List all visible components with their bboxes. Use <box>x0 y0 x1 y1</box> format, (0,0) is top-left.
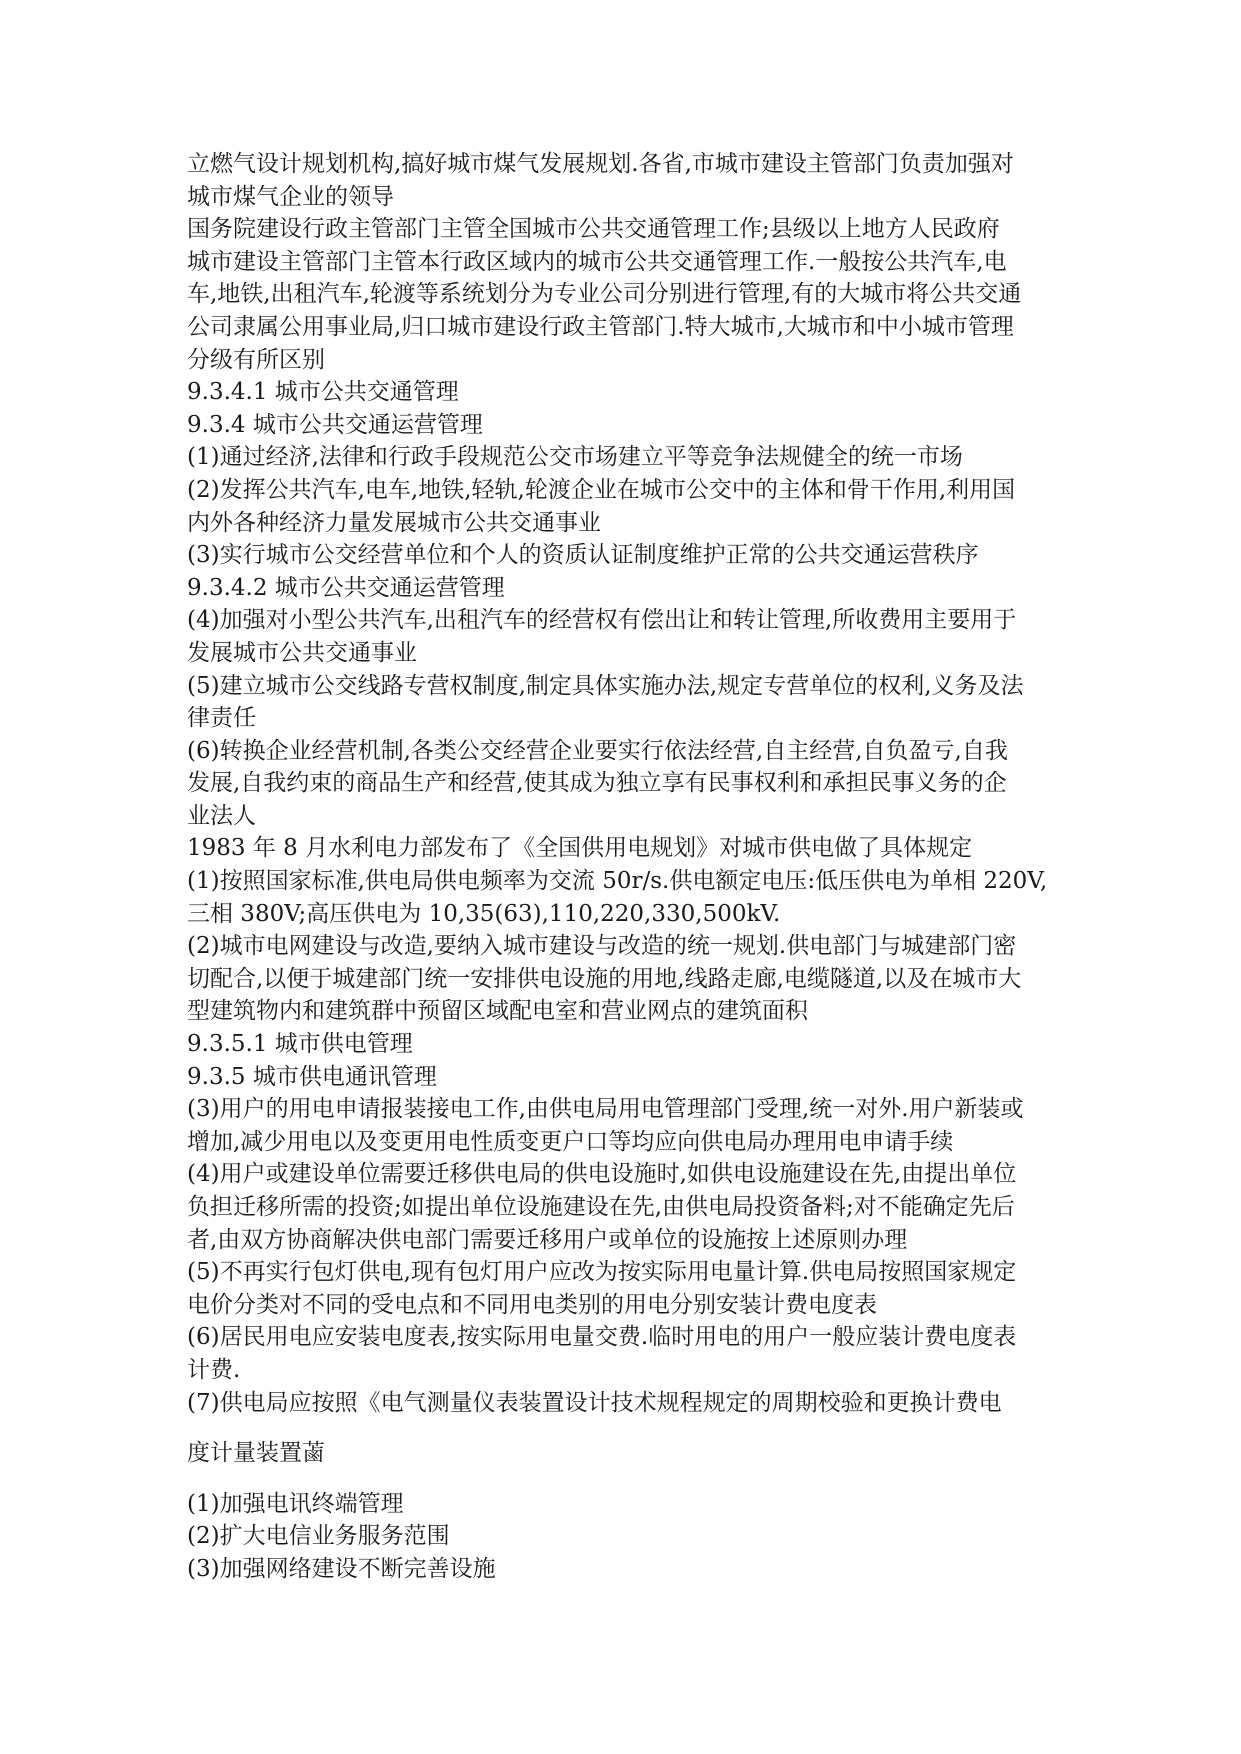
text-line: 型建筑物内和建筑群中预留区域配电室和营业网点的建筑面积 <box>187 998 808 1025</box>
text-line: (1)加强电讯终端管理 <box>187 1490 404 1517</box>
text-line: 电价分类对不同的受电点和不同用电类别的用电分别安装计费电度表 <box>187 1291 877 1318</box>
text-line: 城市建设主管部门主管本行政区域内的城市公共交通管理工作.一般按公共汽车,电 <box>187 248 1007 275</box>
text-line: 度计量装置蓾 <box>187 1440 325 1467</box>
text-line: 业法人 <box>187 802 256 829</box>
section-heading: 9.3.4 城市公共交通运营管理 <box>187 411 483 438</box>
text-line: (4)用户或建设单位需要迁移供电局的供电设施时,如供电设施建设在先,由提出单位 <box>187 1161 1017 1188</box>
text-line: 者,由双方协商解决供电部门需要迁移用户或单位的设施按上述原则办理 <box>187 1226 908 1253</box>
text-line: (7)供电局应按照《电气测量仪表装置设计技术规程规定的周期校验和更换计费电 <box>187 1389 1002 1416</box>
text-line: (3)加强网络建设不断完善设施 <box>187 1555 496 1582</box>
section-heading: 9.3.4.1 城市公共交通管理 <box>187 379 459 406</box>
text-line: 车,地铁,出租汽车,轮渡等系统划分为专业公司分别进行管理,有的大城市将公共交通 <box>187 281 1022 308</box>
text-line: 发展城市公共交通事业 <box>187 639 417 666</box>
section-heading: 9.3.5.1 城市供电管理 <box>187 1031 413 1058</box>
section-heading: 9.3.5 城市供电通讯管理 <box>187 1063 437 1090</box>
text-line: 内外各种经济力量发展城市公共交通事业 <box>187 509 601 536</box>
text-line: (6)转换企业经营机制,各类公交经营企业要实行依法经营,自主经营,自负盈亏,自我 <box>187 737 1008 764</box>
text-line: (3)用户的用电申请报装接电工作,由供电局用电管理部门受理,统一对外.用户新装或 <box>187 1096 1024 1123</box>
text-line: (6)居民用电应安装电度表,按实际用电量交费.临时用电的用户一般应装计费电度表 <box>187 1324 1017 1351</box>
text-line: 立燃气设计规划机构,搞好城市煤气发展规划.各省,市城市建设主管部门负责加强对 <box>187 151 1014 177</box>
text-line: 切配合,以便于城建部门统一安排供电设施的用地,线路走廊,电缆隧道,以及在城市大 <box>187 965 1022 992</box>
text-line: (1)按照国家标准,供电局供电频率为交流 50r/s.供电额定电压:低压供电为单相 220V, <box>187 868 1048 895</box>
text-line: 1983 年 8 月水利电力部发布了《全国供用电规划》对城市供电做了具体规定 <box>187 835 973 862</box>
text-line: 发展,自我约束的商品生产和经营,使其成为独立享有民事权利和承担民事义务的企 <box>187 770 1007 797</box>
text-line: 计费. <box>187 1356 241 1383</box>
text-line: (5)不再实行包灯供电,现有包灯用户应改为按实际用电量计算.供电局按照国家规定 <box>187 1259 1017 1286</box>
text-line: 三相 380V;高压供电为 10,35(63),110,220,330,500kV. <box>187 900 781 927</box>
text-line: (2)发挥公共汽车,电车,地铁,轻轨,轮渡企业在城市公交中的主体和骨干作用,利用国 <box>187 476 1016 503</box>
text-line: (5)建立城市公交线路专营权制度,制定具体实施办法,规定专营单位的权利,义务及法 <box>187 672 1024 699</box>
text-line: (1)通过经济,法律和行政手段规范公交市场建立平等竞争法规健全的统一市场 <box>187 444 963 471</box>
text-line: 负担迁移所需的投资;如提出单位设施建设在先,由供电局投资备料;对不能确定先后 <box>187 1194 1015 1220</box>
text-line: 分级有所区别 <box>187 346 325 373</box>
text-line: 增加,减少用电以及变更用电性质变更户口等均应向供电局办理用电申请手续 <box>187 1128 954 1155</box>
text-line: (3)实行城市公交经营单位和个人的资质认证制度维护正常的公共交通运营秩序 <box>187 542 979 569</box>
text-line: 城市煤气企业的领导 <box>187 183 394 210</box>
section-heading: 9.3.4.2 城市公共交通运营管理 <box>187 574 505 601</box>
text-line: (4)加强对小型公共汽车,出租汽车的经营权有偿出让和转让管理,所收费用主要用于 <box>187 607 1017 634</box>
text-line: 国务院建设行政主管部门主管全国城市公共交通管理工作;县级以上地方人民政府 <box>187 216 1000 243</box>
text-line: 公司隶属公用事业局,归口城市建设行政主管部门.特大城市,大城市和中小城市管理 <box>187 313 1014 340</box>
text-line: (2)扩大电信业务服务范围 <box>187 1523 450 1550</box>
text-line: 律责任 <box>187 705 256 732</box>
document-body <box>187 148 1067 1586</box>
text-line: (2)城市电网建设与改造,要纳入城市建设与改造的统一规划.供电部门与城建部门密 <box>187 933 1017 960</box>
